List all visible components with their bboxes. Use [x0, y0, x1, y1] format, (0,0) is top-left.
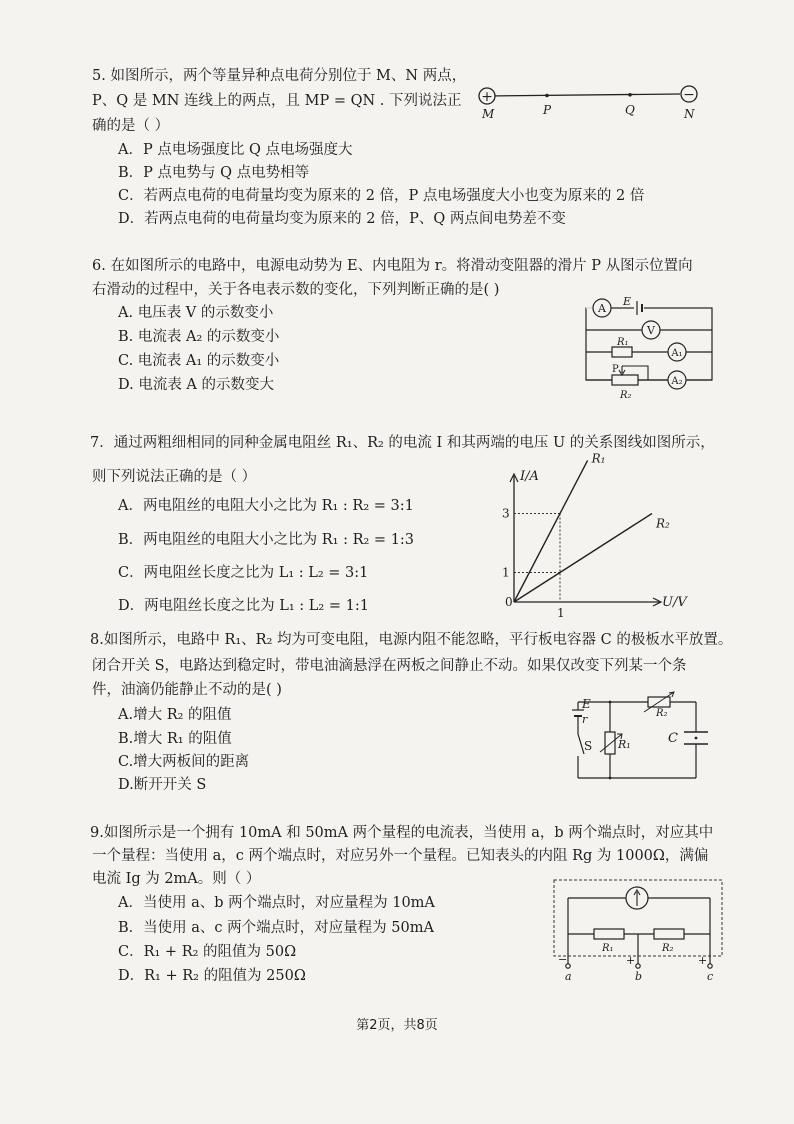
q8-option-b: B.增大 R₁ 的阻值	[118, 731, 232, 747]
q9-stem-line1: 9.如图所示是一个拥有 10mA 和 50mA 两个量程的电流表，当使用 a，b 两个端点时，对应其中	[90, 825, 714, 841]
q8-circuit-diagram	[568, 690, 718, 790]
q6-stem-line2: 右滑动的过程中，关于各电表示数的变化，下列判断正确的是( )	[92, 282, 500, 298]
q5-label-m: M	[482, 107, 495, 121]
q6-option-d: D. 电流表 A 的示数变大	[118, 377, 275, 393]
q8-option-c: C.增大两板间的距离	[118, 754, 250, 770]
q6-meter-a-label: A	[598, 302, 606, 315]
q8-stem-line3: 件，油滴仍能静止不动的是( )	[92, 682, 282, 698]
q5-stem-line1: 5. 如图所示，两个等量异种点电荷分别位于 M、N 两点，	[92, 68, 467, 84]
q8-option-a: A.增大 R₂ 的阻值	[118, 707, 232, 723]
q7-stem-line2: 则下列说法正确的是（ ）	[92, 469, 257, 485]
q5-label-q: Q	[625, 103, 635, 117]
q6-option-c: C. 电流表 A₁ 的示数变小	[118, 353, 280, 369]
q7-stem-line1: 7．通过两粗细相同的同种金属电阻丝 R₁、R₂ 的电流 I 和其两端的电压 U 的关系图线如图所示，	[90, 435, 715, 451]
q8-switch-label: S	[584, 739, 593, 753]
q5-label-n: N	[684, 107, 695, 121]
q6-r1-label: R₁	[617, 337, 629, 348]
q5-stem-line3: 确的是（ ）	[92, 118, 170, 134]
q9-option-c: C．R₁ + R₂ 的阻值为 50Ω	[118, 944, 297, 960]
q5-option-a: A．P 点电场强度比 Q 点电场强度大	[118, 142, 353, 158]
q9-ammeter-diagram	[550, 874, 730, 984]
q9-option-d: D．R₁ + R₂ 的阻值为 250Ω	[118, 968, 306, 984]
q9-terminal-c: c	[707, 970, 714, 983]
q7-series-line-1	[514, 514, 652, 603]
q8-emf-label: E	[582, 697, 591, 711]
q8-option-d: D.断开开关 S	[118, 777, 207, 793]
q5-option-d: D．若两点电荷的电荷量均变为原来的 2 倍，P、Q 两点间电势差不变	[118, 211, 566, 227]
q7-x-tick-label-0: 1	[557, 606, 565, 620]
page-footer: 第2页，共8页	[356, 1018, 438, 1033]
q5-stem-line2: P、Q 是 MN 连线上的两点，且 MP = QN . 下列说法正	[92, 93, 462, 109]
q9-stem-line2: 一个量程：当使用 a，c 两个端点时，对应另外一个量程。已知表头的内阻 Rg 为 1000Ω，满偏	[92, 848, 709, 864]
q9-r1-label: R₁	[602, 943, 614, 954]
q5-label-p: P	[543, 103, 552, 117]
q6-option-b: B. 电流表 A₂ 的示数变小	[118, 329, 280, 345]
q6-r2-label: R₂	[620, 390, 632, 401]
q9-plus-sign-b: +	[626, 954, 636, 967]
q9-option-a: A．当使用 a、b 两个端点时，对应量程为 10mA	[118, 895, 435, 911]
q9-option-b: B．当使用 a、c 两个端点时，对应量程为 50mA	[118, 920, 434, 936]
q5-option-b: B．P 点电势与 Q 点电势相等	[118, 165, 310, 181]
q7-iu-chart	[490, 451, 700, 620]
q7-option-c: C．两电阻丝长度之比为 L₁ : L₂ = 3:1	[118, 565, 369, 581]
q8-r-label: r	[582, 713, 588, 726]
q7-y-axis-label: I/A	[520, 469, 539, 484]
q7-series-label-1: R₂	[656, 516, 670, 531]
q8-stem-line1: 8.如图所示，电路中 R₁、R₂ 均为可变电阻，电源内阻不能忽略，平行板电容器 C 的极板水平放置。	[90, 632, 733, 648]
q7-series-label-0: R₁	[591, 451, 606, 466]
q7-option-d: D．两电阻丝长度之比为 L₁ : L₂ = 1:1	[118, 598, 369, 614]
q7-x-axis-label: U/V	[662, 595, 687, 610]
q6-stem-line1: 6. 在如图所示的电路中，电源电动势为 E、内电阻为 r。将滑动变阻器的滑片 P 从图示位置向	[92, 258, 693, 274]
q9-plus-sign-c: +	[698, 954, 708, 967]
q7-option-a: A．两电阻丝的电阻大小之比为 R₁ : R₂ = 3:1	[118, 498, 414, 514]
q7-origin-label: 0	[505, 595, 513, 609]
q6-meter-a2-label: A₂	[671, 376, 683, 387]
q8-stem-line2: 闭合开关 S，电路达到稳定时，带电油滴悬浮在两板之间静止不动。如果仅改变下列某一个条	[92, 658, 687, 674]
q7-y-tick-label-0: 1	[502, 565, 510, 580]
q9-r2-label: R₂	[662, 943, 674, 954]
q6-emf-label: E	[623, 295, 632, 308]
q6-meter-a1-label: A₁	[671, 348, 683, 359]
q6-meter-v-label: V	[647, 324, 655, 337]
q8-r1-label: R₁	[618, 738, 631, 751]
q5-minus-sign: −	[683, 87, 695, 103]
q9-terminal-a: a	[565, 970, 572, 983]
q5-option-c: C．若两点电荷的电荷量均变为原来的 2 倍，P 点电场强度大小也变为原来的 2 倍	[118, 188, 645, 204]
q6-circuit-diagram	[582, 290, 717, 405]
q5-charge-diagram	[470, 80, 710, 125]
q8-r2-label: R₂	[656, 708, 668, 719]
q9-terminal-b: b	[635, 970, 643, 983]
q8-cap-label: C	[668, 731, 678, 746]
q6-option-a: A. 电压表 V 的示数变小	[118, 305, 274, 321]
q6-slider-label: P	[612, 364, 619, 375]
q9-stem-line3: 电流 Ig 为 2mA。则（ ）	[92, 871, 261, 887]
q7-y-tick-label-1: 3	[502, 506, 510, 521]
q5-plus-sign: +	[481, 89, 493, 105]
q9-minus-sign: −	[558, 953, 568, 966]
q7-option-b: B．两电阻丝的电阻大小之比为 R₁ : R₂ = 1:3	[118, 532, 415, 548]
